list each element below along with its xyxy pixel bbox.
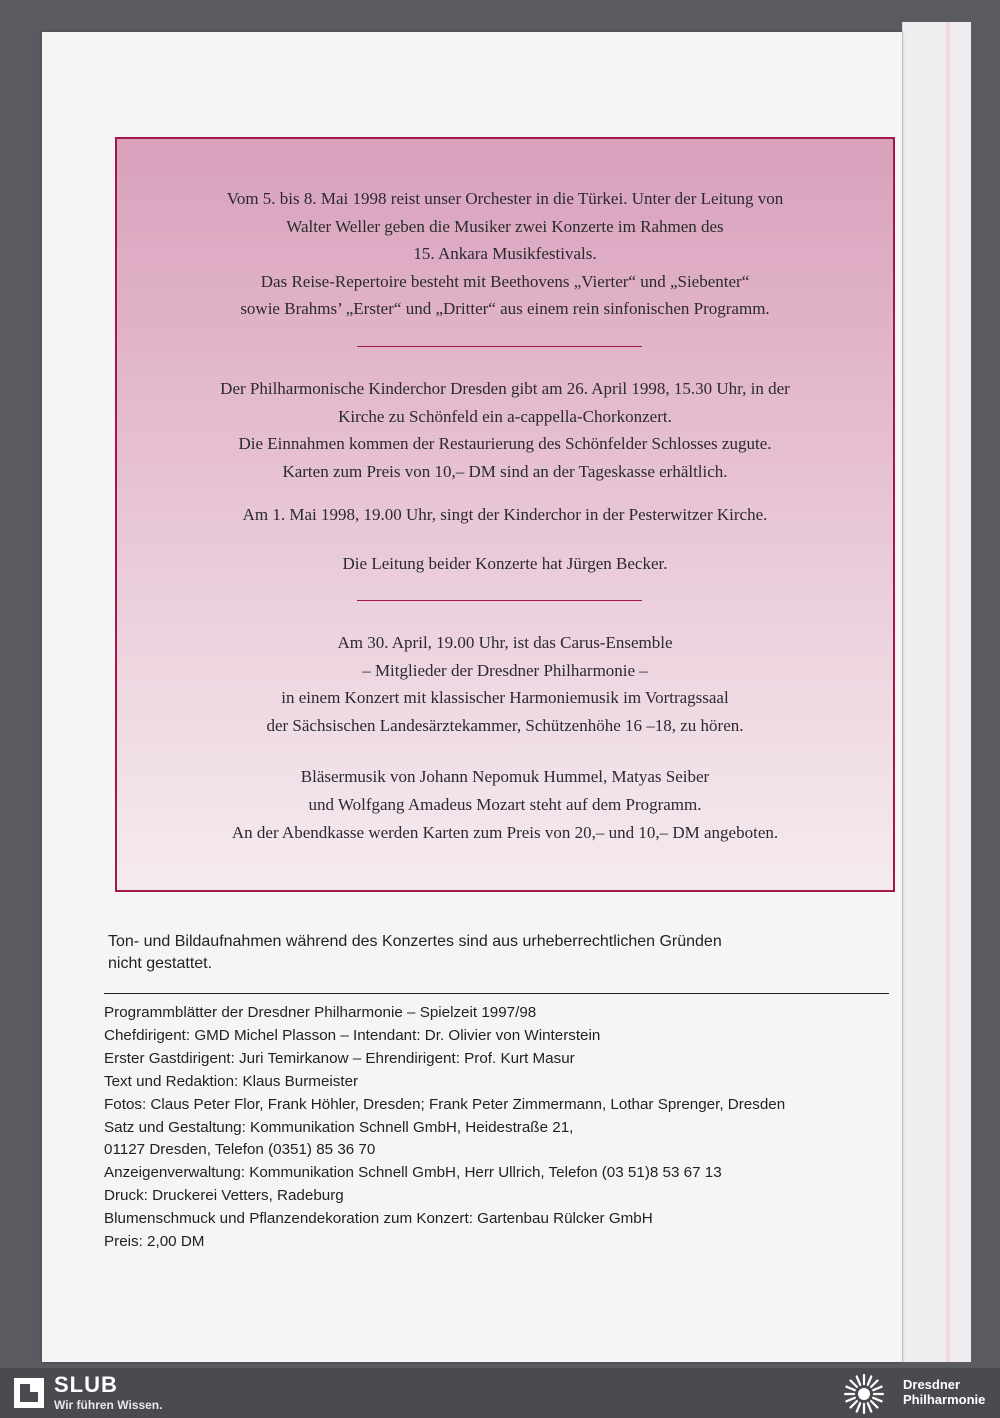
library-name[interactable]: SLUB — [54, 1372, 118, 1397]
text-line: Walter Weller geben die Musiker zwei Konzerte im Rahmen des — [286, 216, 724, 236]
text-line: Bläsermusik von Johann Nepomuk Hummel, Matyas Seiber — [300, 767, 710, 786]
adjacent-page-edge — [902, 22, 971, 1362]
credit-line: Fotos: Claus Peter Flor, Frank Höhler, Dresden; Frank Peter Zimmermann, Lothar Sprenger, Dresden — [104, 1095, 786, 1113]
credits-block — [104, 1002, 894, 1254]
credit-line: 01127 Dresden, Telefon (0351) 85 36 70 — [104, 1141, 376, 1159]
text-line: – Mitglieder der Dresdner Philharmonie – — [362, 660, 648, 680]
text-line: in einem Konzert mit klassischer Harmoniemusik im Vortragssaal — [281, 688, 729, 707]
text-line: Ton- und Bildaufnahmen während des Konzertes sind aus urheberrechtlichen Gründen — [108, 933, 722, 950]
credit-line: Preis: 2,00 DM — [104, 1233, 205, 1251]
text-line: der Sächsischen Landesärztekammer, Schützenhöhe 16 –18, zu hören. — [266, 715, 744, 735]
text-line: Die Leitung beider Konzerte hat Jürgen Becker. — [342, 554, 668, 573]
text-line: Karten zum Preis von 10,– DM sind an der Tageskasse erhältlich. — [282, 461, 728, 481]
kinderchor-second-concert — [117, 501, 893, 529]
text-line: Am 1. Mai 1998, 19.00 Uhr, singt der Kinderchor in der Pesterwitzer Kirche. — [242, 505, 768, 524]
credit-line: Chefdirigent: GMD Michel Plasson – Intendant: Dr. Olivier von Winterstein — [104, 1026, 601, 1044]
credit-line: Blumenschmuck und Pflanzendekoration zum Konzert: Gartenbau Rülcker GmbH — [104, 1210, 653, 1228]
carus-tickets — [117, 819, 893, 847]
section-divider — [357, 600, 642, 601]
partner-name[interactable] — [903, 1377, 985, 1407]
text-line: 15. Ankara Musikfestivals. — [413, 244, 597, 263]
credit-line: Satz und Gestaltung: Kommunikation Schnell GmbH, Heidestraße 21, — [104, 1118, 574, 1136]
text-line: Kirche zu Schönfeld ein a-cappella-Chorkonzert. — [338, 406, 672, 426]
library-tagline: Wir führen Wissen. — [54, 1398, 163, 1412]
kinderchor-leitung — [117, 550, 893, 578]
slub-logo-icon[interactable] — [14, 1378, 44, 1408]
text-line: Vom 5. bis 8. Mai 1998 reist unser Orchester in die Türkei. Unter der Leitung von — [226, 189, 784, 208]
credit-line: Erster Gastdirigent: Juri Temirkanow – Ehrendirigent: Prof. Kurt Masur — [104, 1049, 575, 1067]
credit-line: Anzeigenverwaltung: Kommunikation Schnell GmbH, Herr Ullrich, Telefon (03 51)8 53 67 13 — [104, 1164, 722, 1182]
text-line: An der Abendkasse werden Karten zum Preis von 20,– und 10,– DM angeboten. — [231, 823, 779, 842]
recording-notice — [108, 931, 848, 975]
credits-rule — [104, 993, 889, 994]
section-divider — [357, 346, 642, 347]
text-line: Am 30. April, 19.00 Uhr, ist das Carus-Ensemble — [337, 633, 673, 652]
adjacent-page-color-edge — [946, 22, 950, 1362]
kinderchor-paragraph — [117, 375, 893, 485]
partner-name-line: Dresdner — [903, 1377, 961, 1392]
philharmonie-sunburst-icon[interactable] — [842, 1372, 886, 1416]
carus-program — [117, 763, 893, 818]
credit-line: Druck: Druckerei Vetters, Radeburg — [104, 1187, 344, 1205]
turkey-tour-paragraph — [117, 185, 893, 323]
text-line: Die Einnahmen kommen der Restaurierung des Schönfelder Schlosses zugute. — [238, 434, 772, 453]
text-line: Der Philharmonische Kinderchor Dresden gibt am 26. April 1998, 15.30 Uhr, in der — [220, 379, 790, 398]
viewer-footer — [0, 1368, 1000, 1418]
text-line: Das Reise-Repertoire besteht mit Beethovens „Vierter“ und „Siebenter“ — [260, 271, 750, 291]
text-line: nicht gestattet. — [108, 955, 213, 972]
carus-paragraph — [117, 629, 893, 739]
credit-line: Text und Redaktion: Klaus Burmeister — [104, 1072, 359, 1090]
text-line: sowie Brahms’ „Erster“ und „Dritter“ aus einem rein sinfonischen Programm. — [240, 299, 770, 318]
announcement-box — [115, 137, 895, 892]
partner-name-line: Philharmonie — [903, 1392, 986, 1407]
credit-line: Programmblätter der Dresdner Philharmonie – Spielzeit 1997/98 — [104, 1004, 537, 1021]
text-line: und Wolfgang Amadeus Mozart steht auf dem Programm. — [308, 794, 702, 814]
